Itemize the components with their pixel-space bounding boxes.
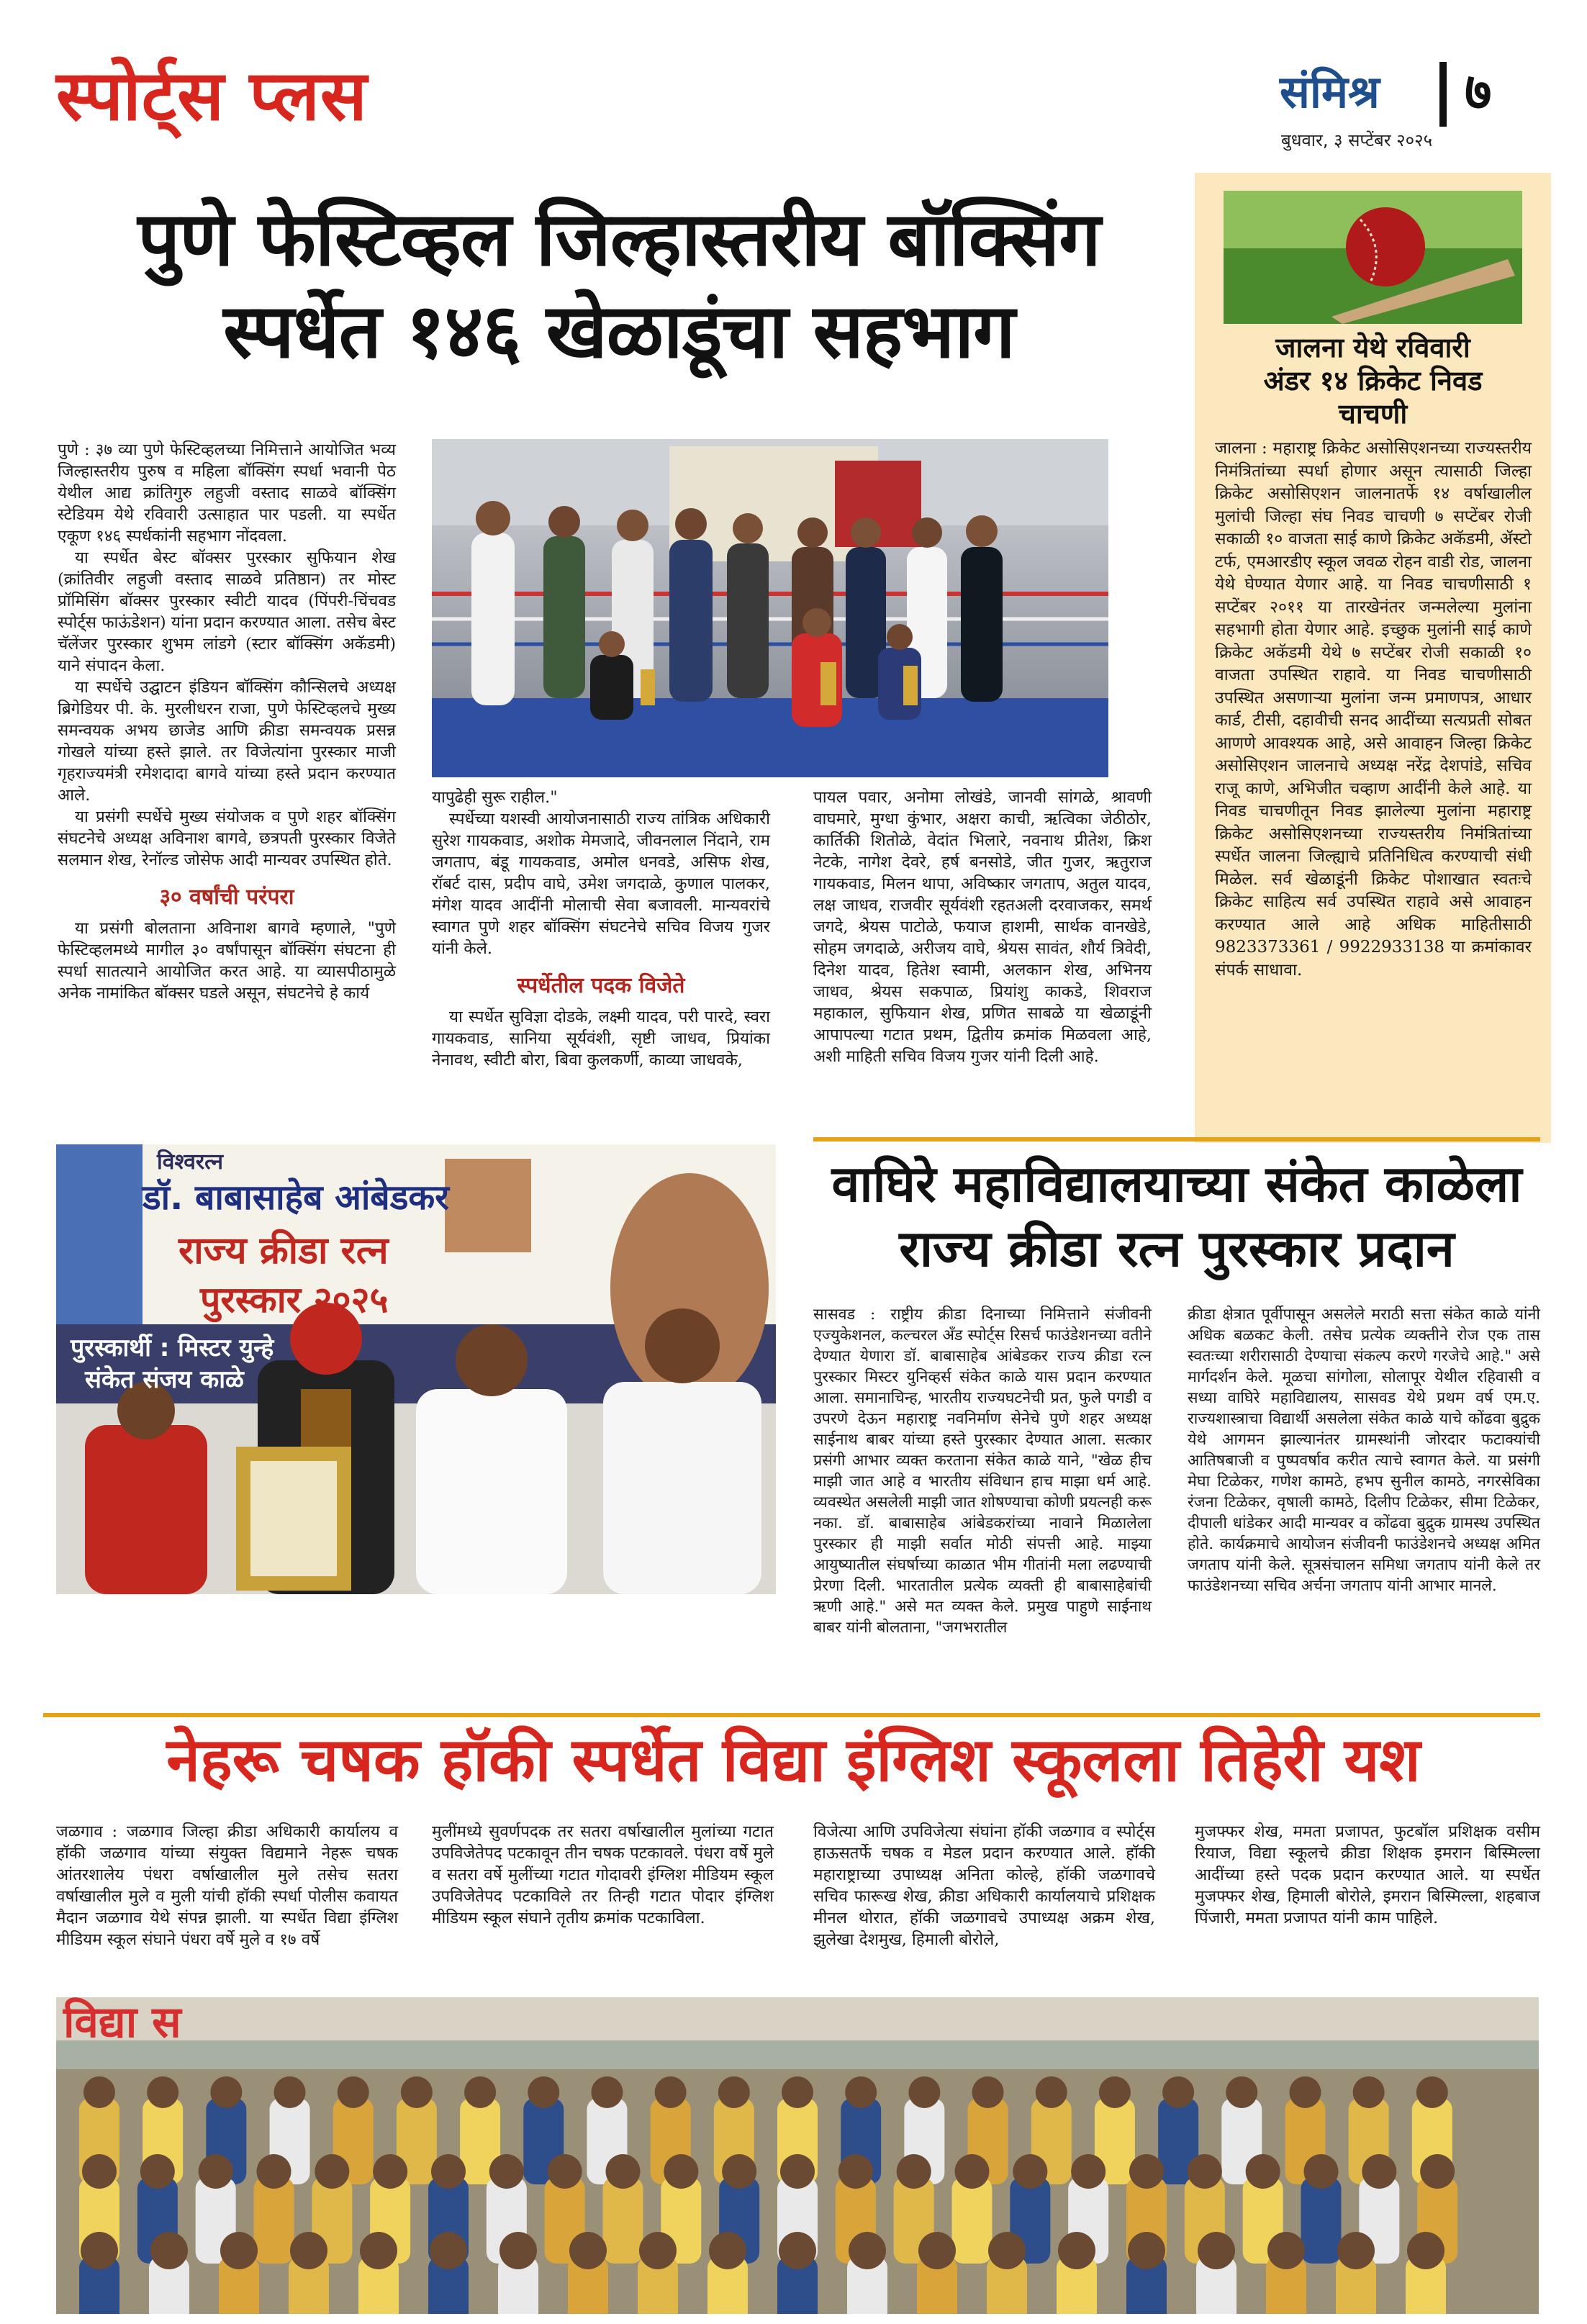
team-member-head — [972, 2076, 1004, 2108]
team-member-head — [528, 2076, 559, 2108]
section-rule — [43, 1713, 1540, 1717]
subheading: स्पर्धेतील पदक विजेते — [517, 973, 685, 998]
team-member-head — [499, 2232, 537, 2269]
article3-headline: नेहरू चषक हॉकी स्पर्धेत विद्या इंग्लिश स्कूलला तिहेरी यश — [166, 1724, 1421, 1795]
team-member-head — [140, 2154, 175, 2189]
team-member-head — [338, 2076, 369, 2108]
paragraph: मुजफ्फर शेख, ममता प्रजापत, फुटबॉल प्रशिक्षक वसीम रियाज, विद्या स्कूलचे क्रीडा शिक्षक इमरान बिस्मिल्ला आदींच्या हस्ते पदक प्रदान करण्यात आले. या स्पर्धेत मुजफ्फर शेख, हिमाली बोरोले, इमरान बिस्मिल्ला, शहबाज पिंजारी, ममता प्रजापत यांनी काम पाहिले. — [1195, 1822, 1540, 1927]
team-member-head — [845, 2076, 877, 2108]
paragraph: या स्पर्धेत सुविज्ञा दोडके, लक्ष्मी यादव, परी पारदे, स्वरा गायकवाड, सानिया सूर्यवंशी, सृष्टी जाधव, प्रियांका नेनावथ, स्वीटी बोरा, बिवा कुलकर्णी, काव्या जाधवके, — [432, 1008, 770, 1070]
boxing-award-photo — [432, 439, 1108, 777]
paragraph: स्पर्धेच्या यशस्वी आयोजनासाठी राज्य तांत्रिक अधिकारी सुरेश गायकवाड, अशोक मेमजादे, जीवनलाल निंदाने, राम जगताप, बंडू गायकवाड, अमोल धनवडे, असिफ शेख, रॉबर्ट दास, प्रदीप वाघे, उमेश जगदाळे, कुणाल पालकर, मंगेश यादव आदींनी मोलाची सेवा बजावली. मान्यवरांचे स्वागत पुणे शहर बॉक्सिंग संघटनेचे सचिव विजय गुजर यांनी केले. — [432, 810, 770, 958]
team-member-head — [210, 2076, 242, 2108]
team-member-head — [709, 2232, 746, 2269]
team-member-head — [718, 2076, 750, 2108]
article1-column-2 — [432, 787, 770, 1071]
paragraph: पायल पवार, अनोमा लोखंडे, जानवी सांगळे, श्रावणी वाघमारे, मुग्धा कुंभार, अक्षरा काची, ऋत्विका जेठीठोर, कार्तिकी शितोळे, वेदांत भिलारे, नवनाथ प्रीतेश, क्रिश नेटके, नागेश देवरे, हर्ष बनसोडे, जीत गुजर, ऋतुराज गायकवाड, मिलन थापा, अविष्कार जगताप, अतुल यादव, लक्ष जाधव, राजवीर सूर्यवंशी रहतअली दरवाजकर, समर्थ जगदे, श्रेयस पाटोळे, फयाज हाशमी, सार्थक वानखेडे, सोहम जगदाळे, अरीजय वाघे, श्रेयस सावंत, शौर्य त्रिवेदी, दिनेश यादव, हितेश स्वामी, अलकान शेख, अभिनय जाधव, श्रेयस सकपाळ, प्रियांशु काकडे, शिवराज महाकाल, सुफियान शेख, प्रणित साबळे या खेळाडूंनी आपापल्या गटात प्रथम, द्वितीय क्रमांक मिळवला आहे, अशी माहिती सचिव विजय गुजर यांनी दिली आहे. — [813, 788, 1152, 1066]
headline-line: वाघिरे महाविद्यालयाच्या संकेत काळेला — [831, 1154, 1522, 1213]
team-member-head — [1058, 2232, 1095, 2269]
team-member-figure — [952, 2177, 993, 2264]
poster-text: डॉ. बाबासाहेब आंबेडकर — [143, 1177, 449, 1218]
team-member-head — [315, 2154, 349, 2189]
team-member-head — [431, 2154, 466, 2189]
team-member-head — [591, 2076, 623, 2108]
article1-column-3 — [813, 787, 1152, 1067]
team-member-head — [1226, 2076, 1257, 2108]
banner-text: विद्या स — [63, 1997, 181, 2048]
team-member-head — [147, 2076, 178, 2108]
team-member-head — [849, 2232, 886, 2269]
team-member-head — [290, 2232, 327, 2269]
team-member-head — [955, 2154, 990, 2189]
paragraph: पुणे : ३७ व्या पुणे फेस्टिव्हलच्या निमित्ताने आयोजित भव्य जिल्हास्तरीय पुरुष व महिला बॉक्सिंग स्पर्धा भवानी पेठ येथील आद्य क्रांतिगुरु लहुजी वस्ताद साळवे बॉक्सिंग स्टेडियम येथे रविवारी उत्साहात पार पडली. या स्पर्धेत एकूण १४६ स्पर्धकांनी सहभाग नोंदवला. — [58, 440, 396, 546]
paragraph: या स्पर्धेत बेस्ट बॉक्सर पुरस्कार सुफियान शेख (क्रांतिवीर लहुजी वस्ताद साळवे प्रतिष्ठान) तर मोस्ट प्रॉमिसिंग बॉक्सर पुरस्कार स्वीटी यादव (पिंपरी-चिंचवड स्पोर्ट्स फाऊंडेशन) यांना प्रदान करण्यात आला. तसेच बेस्ट चॅलेंजर पुरस्कार शुभम लांडगे (स्टार बॉक्सिंग अकॅडमी) याने संपादन केला. — [58, 548, 396, 675]
team-member-head — [430, 2232, 467, 2269]
paragraph: सासवड : राष्ट्रीय क्रीडा दिनाच्या निमित्ताने संजीवनी एज्युकेशनल, कल्चरल अँड स्पोर्ट्स रिसर्च फाउंडेशनच्या वतीने देण्यात येणारा डॉ. बाबासाहेब आंबेडकर राज्य क्रीडा रत्न पुरस्कार मिस्टर युनिव्हर्स संकेत काळे यास प्रदान करण्यात आला. समानाचिन्ह, भारतीय राज्यघटनेची प्रत, फुले पगडी व उपरणे देऊन महाराष्ट्र नवनिर्माण सेनेचे पुणे शहर अध्यक्ष साईनाथ बाबर यांच्या हस्ते पुरस्कार देण्यात आला. सत्कार प्रसंगी आभार व्यक्त करताना संकेत काळे याने, "खेळ हीच माझी जात आहे व भारतीय संविधान हाच माझा धर्म आहे. व्यवस्थेत असलेली माझी जात शोषण्याचा कोणी प्रयत्नही करू नका. डॉ. बाबासाहेब आंबेडकरांच्या नावाने मिळालेला पुरस्कार ही माझी सर्वात मोठी संपत्ती आहे. माझ्या आयुष्यातील संघर्षाच्या काळात भीम गीतांनी मला लढण्याची प्रेरणा दिली. भारतातील प्रत्येक व्यक्ती ही बाबासाहेबांची ऋणी आहे." असे मत व्यक्त केले. प्रमुख पाहुणे साईनाथ बाबर यांनी बोलताना, "जगभरातील — [813, 1306, 1152, 1637]
team-member-head — [1099, 2076, 1131, 2108]
team-member-head — [464, 2076, 496, 2108]
team-member-head — [274, 2076, 306, 2108]
team-member-head — [1071, 2154, 1106, 2189]
team-member-head — [489, 2154, 524, 2189]
team-member-head — [360, 2232, 397, 2269]
team-member-head — [373, 2154, 407, 2189]
masthead-divider — [1439, 62, 1447, 127]
article1-column-1 — [58, 439, 396, 1004]
team-member-head — [1198, 2232, 1235, 2269]
paragraph: मुलींमध्ये सुवर्णपदक तर सतरा वर्षाखालील मुलांच्या गटात उपविजेतेपद पटकावून तीन चषक पटकावले. पंधरा वर्षे मुले व सतरा वर्षे मुलींच्या गटात गोदावरी इंग्लिश मीडियम स्कूल उपविजेतेपद पटकाविले तर तिन्ही गटात पोदार इंग्लिश मीडियम स्कूल संघाने तृतीय क्रमांक पटकाविला. — [432, 1822, 774, 1927]
article2-column-1 — [813, 1304, 1152, 1638]
team-member-head — [150, 2232, 188, 2269]
team-member-figure — [1301, 2177, 1342, 2264]
paragraph: यापुढेही सुरू राहील." — [432, 788, 558, 807]
team-member-head — [1129, 2154, 1164, 2189]
headline-line: राज्य क्रीडा रत्न पुरस्कार प्रदान — [899, 1219, 1455, 1278]
article2-column-2 — [1188, 1304, 1540, 1596]
team-member-head — [199, 2154, 233, 2189]
headline-line: अंडर १४ क्रिकेट निवड — [1263, 365, 1483, 397]
paragraph: जळगाव : जळगाव जिल्हा क्रीडा अधिकारी कार्यालय व हॉकी जळगाव यांच्या संयुक्त विद्यमाने नेहरू चषक आंतरशालेय पंधरा वर्षाखालील मुले तसेच सतरा वर्षाखालील मुले व मुली यांची हॉकी स्पर्धा पोलीस कवायत मैदान जळगाव येथे संपन्न झाली. या स्पर्धेत विद्या इंग्लिश मीडियम स्कूल संघाने पंधरा वर्षे मुले व १७ वर्षे — [56, 1822, 398, 1949]
team-member-head — [1337, 2232, 1375, 2269]
team-member-head — [220, 2232, 258, 2269]
team-member-head — [1267, 2232, 1305, 2269]
article1-headline — [65, 193, 1173, 377]
team-member-head — [1353, 2076, 1385, 2108]
poster-text: विश्वरत्न — [157, 1149, 224, 1175]
headline-line: स्पर्धेत १४६ खेळाडूंचा सहभाग — [223, 287, 1015, 375]
team-member-head — [1289, 2076, 1321, 2108]
headline-line: जालना येथे रविवारी — [1275, 332, 1470, 363]
team-member-head — [897, 2154, 931, 2189]
paragraph: विजेत्या आणि उपविजेत्या संघांना हॉकी जळगाव व स्पोर्ट्स हाऊसतर्फे चषक व मेडल प्रदान करण्यात आले. हॉकी महाराष्ट्राच्या उपाध्यक्ष अनिता कोल्हे, हॉकी जळगावचे सचिव फारूख शेख, क्रीडा अधिकारी कार्यालयाचे प्रशिक्षक मीनल थोरात, हॉकी जळगावचे उपाध्यक्ष अक्रम शेख, झुलेखा देशमुख, हिमाली बोरोले, — [813, 1822, 1155, 1949]
sidebar-headline — [1202, 331, 1544, 430]
team-member-figure — [254, 2177, 294, 2264]
team-member-head — [83, 2076, 115, 2108]
ambedkar-award-photo — [56, 1144, 776, 1594]
team-member-head — [779, 2232, 816, 2269]
team-member-head — [1036, 2076, 1067, 2108]
team-member-head — [401, 2076, 433, 2108]
poster-text: पुरस्कार २०२५ — [200, 1279, 389, 1321]
poster-text: राज्य क्रीडा रत्न — [178, 1229, 389, 1272]
team-member-head — [1304, 2154, 1339, 2189]
team-member-figure — [603, 2177, 643, 2264]
team-member-head — [1246, 2154, 1280, 2189]
team-member-head — [918, 2232, 956, 2269]
team-member-head — [82, 2154, 117, 2189]
team-member-head — [1128, 2232, 1165, 2269]
paragraph: या प्रसंगी स्पर्धेचे मुख्य संयोजक व पुणे शहर बॉक्सिंग संघटनेचे अध्यक्ष अविनाश बागवे, छत्रपती पुरस्कार विजेते सलमान शेख, रेनॉल्ड जोसेफ आदी मान्यवर उपस्थित होते. — [58, 808, 396, 869]
team-member-head — [569, 2232, 607, 2269]
team-member-head — [838, 2154, 873, 2189]
team-member-head — [606, 2154, 641, 2189]
team-member-head — [548, 2154, 582, 2189]
team-member-head — [664, 2154, 698, 2189]
paragraph: या स्पर्धेचे उद्घाटन इंडियन बॉक्सिंग कौन्सिलचे अध्यक्ष ब्रिगेडियर पी. के. मुरलीधरन राजा, पुणे फेस्टिव्हलचे मुख्य समन्वयक अभय छाजेड आणि क्रीडा समन्वयक प्रसन्न गोखले यांच्या हस्ते झाले. तर विजेत्यांना पुरस्कार माजी गृहराज्यमंत्री रमेशदादा बागवे यांच्या हस्ते प्रदान करण्यात आले. — [58, 678, 396, 805]
team-member-head — [1188, 2154, 1222, 2189]
article3-column-3 — [813, 1821, 1155, 1950]
team-member-head — [722, 2154, 756, 2189]
team-member-head — [1362, 2154, 1396, 2189]
section-rule — [813, 1137, 1540, 1141]
paragraph: या प्रसंगी बोलताना अविनाश बागवे म्हणाले, "पुणे फेस्टिव्हलमध्ये मागील ३० वर्षांपासून बॉक्सिंग संघटना ही स्पर्धा सातत्याने आयोजित करत आहे. या व्यासपीठामुळे अनेक नामांकित बॉक्सर घडले असून, संघटनेचे हे कार्य — [58, 919, 396, 1003]
headline-line: पुणे फेस्टिव्हल जिल्हास्तरीय बॉक्सिंग — [137, 195, 1100, 283]
masthead-title: स्पोर्ट्स प्लस — [56, 55, 368, 136]
poster-text: पुरस्कार्थी : मिस्टर युन्हे — [71, 1334, 274, 1362]
team-member-head — [1420, 2154, 1455, 2189]
team-member-head — [257, 2154, 291, 2189]
sidebar-body: जालना : महाराष्ट्र क्रिकेट असोसिएशनच्या राज्यस्तरीय निमंत्रितांच्या स्पर्धा होणार असून त्यासाठी जिल्हा क्रिकेट असोसिएशन जालनातर्फे १४ वर्षाखालील मुलांची जिल्हा संघ निवड चाचणी ७ सप्टेंबर रोजी सकाळी १० वाजता साई काणे क्रिकेट अकॅडमी, ॲस्टो टर्फ, एमआरडीए स्कूल जवळ रोहन वाडी रोड, जालना येथे घेण्यात येणार आहे. या निवड चाचणीसाठी १ सप्टेंबर २०११ या तारखेनंतर जन्मलेल्या मुलांना सहभागी होता येणार आहे. इच्छुक मुलांनी साई काणे क्रिकेट अकॅडमी येथे ७ सप्टेंबर रोजी सकाळी १० वाजता उपस्थित राहावे. या निवड चाचणीसाठी उपस्थित असणाऱ्या मुलांना जन्म प्रमाणपत्र, आधार कार्ड, टीसी, दहावीची सनद आदींच्या सत्यप्रती सोबत आणणे आवश्यक आहे, असे आवाहन जिल्हा क्रिकेट असोसिएशन जालनाचे अध्यक्ष नरेंद्र देशपांडे, सचिव राजू काणे, अभिजीत चव्हाण आदींनी केले आहे. या निवड चाचणीतून निवड झालेल्या मुलांना महाराष्ट्र क्रिकेट असोसिएशनच्या राज्यस्तरीय निमंत्रितांच्या स्पर्धेत जालना जिल्ह्याचे प्रतिनिधित्व करण्याची संधी मिळेल. सर्व खेळाडूंनी क्रिकेट पोशाखात स्वतःचे क्रिकेट साहित्य सर्व उपस्थित राहावे असे आवाहन करण्यात आले आहे अधिक माहितीसाठी 9823373361 / 9922933138 या क्रमांकावर संपर्क साधावा. — [1215, 439, 1532, 980]
team-member-head — [908, 2076, 940, 2108]
team-member-head — [81, 2232, 118, 2269]
issue-date: बुधवार, ३ सप्टेंबर २०२५ — [1281, 130, 1433, 150]
poster-text: संकेत संजय काळे — [85, 1365, 244, 1394]
team-member-head — [1162, 2076, 1194, 2108]
subheading: ३० वर्षांची परंपरा — [159, 885, 294, 910]
article3-column-4 — [1195, 1821, 1540, 1929]
headline-line: चाचणी — [1338, 398, 1408, 430]
page-number: ७ — [1465, 61, 1492, 122]
article3-column-1 — [56, 1821, 398, 1950]
section-name: संमिश्र — [1280, 65, 1380, 118]
team-member-head — [1407, 2232, 1444, 2269]
team-member-head — [655, 2076, 687, 2108]
team-member-head — [988, 2232, 1026, 2269]
team-member-head — [1013, 2154, 1047, 2189]
sidebar-box — [1195, 173, 1551, 1143]
hockey-team-photo — [56, 1997, 1539, 2314]
team-member-head — [780, 2154, 815, 2189]
team-member-head — [639, 2232, 677, 2269]
cricket-ball-photo — [1224, 191, 1522, 324]
article3-column-2 — [432, 1821, 774, 1929]
team-member-head — [1416, 2076, 1448, 2108]
paragraph: क्रीडा क्षेत्रात पूर्वीपासून असलेले मराठी सत्ता संकेत काळे यांनी अधिक बळकट केली. तसेच प्रत्येक व्यक्तीने रोज एक तास स्वतःच्या शरीरासाठी देण्याचा संकल्प करणे गरजेचे आहे." असे मार्गदर्शन केले. मूळचा सांगोला, सोलापूर येथील रहिवासी व सध्या वाघिरे महाविद्यालय, सासवड येथे प्रथम वर्ष एम.ए. राज्यशास्त्राचा विद्यार्थी असलेला संकेत काळे याचे कोंढवा बुद्रुक येथे आगमन झाल्यानंतर ग्रामस्थांनी जोरदार फटाक्यांची आतिषबाजी व पुष्पवर्षाव करीत त्याचे स्वागत केले. या प्रसंगी मेघा टिळेकर, गणेश कामठे, हभप सुनील कामठे, नगरसेविका रंजना टिळेकर, वृषाली कामठे, दिलीप टिळेकर, सीमा टिळेकर, दीपाली धांडेकर आदी मान्यवर व कोंढवा बुद्रुक ग्रामस्थ उपस्थित होते. कार्यक्रमाचे आयोजन संजीवनी फाउंडेशनचे अध्यक्ष अमित जगताप यांनी केले. सूत्रसंचालन समिधा जगताप यांनी केले तर फाउंडेशनच्या सचिव अर्चना जगताप यांनी आभार मानले. — [1188, 1306, 1540, 1595]
team-member-head — [782, 2076, 813, 2108]
article2-headline — [813, 1152, 1540, 1281]
